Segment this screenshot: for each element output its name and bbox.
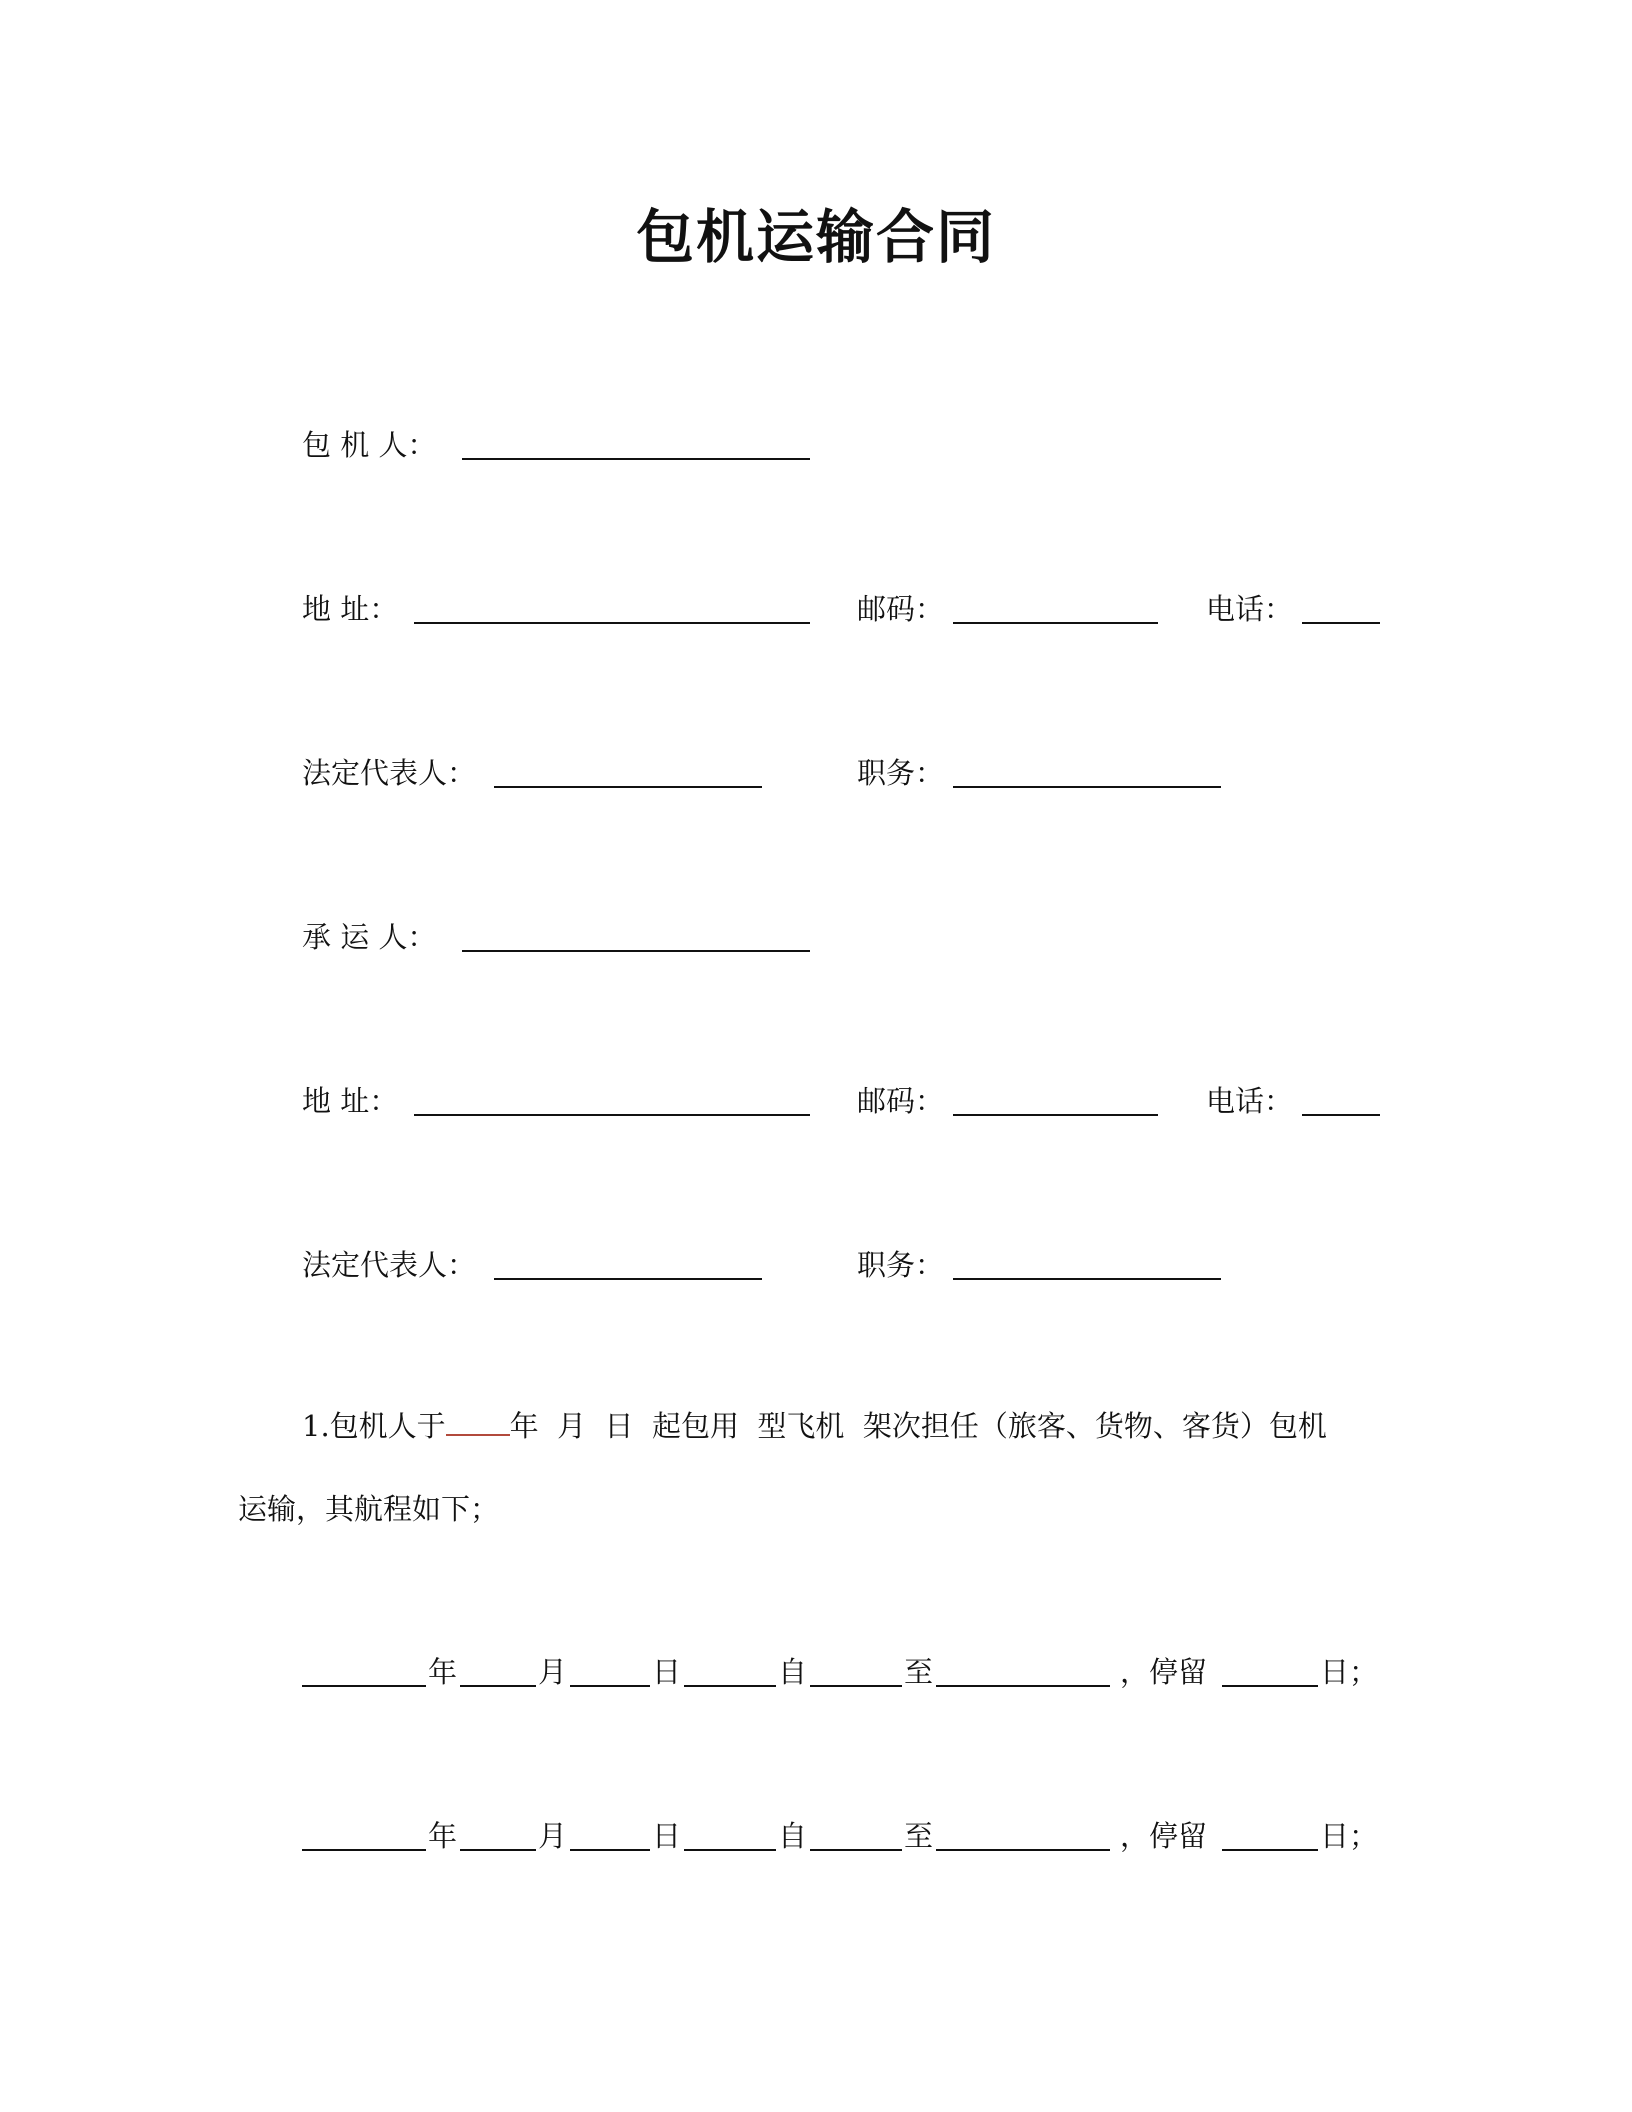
itinerary-row-2: [0, 1814, 1632, 1858]
charterer-position-label: 职务：: [857, 756, 945, 790]
itinerary-2-year-blank[interactable]: [302, 1849, 426, 1851]
carrier-name-blank[interactable]: [462, 950, 810, 952]
clause-1-text: 年 月 日 起包用 型飞机 架次担任（旅客、货物、客货）包机: [509, 1409, 1327, 1443]
charterer-name-blank[interactable]: [462, 458, 810, 460]
itinerary-1-day-blank[interactable]: [570, 1685, 650, 1687]
itinerary-2-month-blank[interactable]: [460, 1849, 536, 1851]
itinerary-1-year-blank[interactable]: [302, 1685, 426, 1687]
itinerary-2-day-blank[interactable]: [570, 1849, 650, 1851]
itinerary-2-stay-blank[interactable]: [1222, 1849, 1318, 1851]
itinerary-2-day-label: 日: [652, 1819, 682, 1853]
clause-1-line-1: [302, 1404, 1327, 1448]
itinerary-1-to-label: 至: [904, 1655, 934, 1689]
charterer-postcode-blank[interactable]: [953, 622, 1158, 624]
itinerary-1-day-label: 日: [652, 1655, 682, 1689]
charterer-legal-rep-label: 法定代表人：: [302, 756, 477, 790]
carrier-address-label: 地 址：: [302, 1084, 399, 1118]
charterer-legal-rep-row: [0, 751, 1632, 795]
itinerary-row-1: [0, 1650, 1632, 1694]
itinerary-1-month-label: 月: [538, 1655, 568, 1689]
itinerary-2-from-label: 自: [778, 1819, 808, 1853]
itinerary-1-month-blank[interactable]: [460, 1685, 536, 1687]
itinerary-1-stay-blank[interactable]: [1222, 1685, 1318, 1687]
carrier-phone-blank[interactable]: [1302, 1114, 1380, 1116]
charterer-address-blank[interactable]: [414, 622, 810, 624]
carrier-name-row: [0, 915, 1632, 959]
itinerary-2-to-blank[interactable]: [810, 1849, 902, 1851]
itinerary-2-stay-day-label: 日；: [1320, 1819, 1379, 1853]
carrier-address-blank[interactable]: [414, 1114, 810, 1116]
carrier-legal-rep-row: [0, 1243, 1632, 1287]
carrier-legal-rep-blank[interactable]: [494, 1278, 762, 1280]
carrier-postcode-label: 邮码：: [857, 1084, 945, 1118]
itinerary-1-stay-label: ，停留: [1120, 1655, 1208, 1689]
itinerary-2-month-label: 月: [538, 1819, 568, 1853]
charterer-name-row: [0, 423, 1632, 467]
itinerary-1-from-label: 自: [778, 1655, 808, 1689]
carrier-position-blank[interactable]: [953, 1278, 1221, 1280]
charterer-name-label: 包 机 人：: [302, 428, 437, 462]
itinerary-2-from-blank[interactable]: [684, 1849, 776, 1851]
itinerary-2-destination-blank[interactable]: [936, 1849, 1110, 1851]
document-title: 包机运输合同: [635, 203, 996, 271]
itinerary-2-year-label: 年: [428, 1819, 458, 1853]
clause-1-prefix: 1.包机人于: [302, 1409, 446, 1443]
itinerary-1-year-label: 年: [428, 1655, 458, 1689]
itinerary-1-stay-day-label: 日；: [1320, 1655, 1379, 1689]
carrier-position-label: 职务：: [857, 1248, 945, 1282]
carrier-legal-rep-label: 法定代表人：: [302, 1248, 477, 1282]
charterer-legal-rep-blank[interactable]: [494, 786, 762, 788]
charterer-postcode-label: 邮码：: [857, 592, 945, 626]
carrier-address-row: [0, 1079, 1632, 1123]
charterer-position-blank[interactable]: [953, 786, 1221, 788]
itinerary-1-destination-blank[interactable]: [936, 1685, 1110, 1687]
charterer-phone-blank[interactable]: [1302, 622, 1380, 624]
clause-1-line-2: 运输，其航程如下；: [238, 1492, 500, 1526]
charterer-address-label: 地 址：: [302, 592, 399, 626]
itinerary-2-stay-label: ，停留: [1120, 1819, 1208, 1853]
carrier-phone-label: 电话：: [1206, 1084, 1294, 1118]
itinerary-1-to-blank[interactable]: [810, 1685, 902, 1687]
charterer-address-row: [0, 587, 1632, 631]
clause-1-year-blank[interactable]: [446, 1404, 510, 1436]
charterer-phone-label: 电话：: [1206, 592, 1294, 626]
itinerary-2-to-label: 至: [904, 1819, 934, 1853]
itinerary-1-from-blank[interactable]: [684, 1685, 776, 1687]
carrier-name-label: 承 运 人：: [302, 920, 437, 954]
carrier-postcode-blank[interactable]: [953, 1114, 1158, 1116]
